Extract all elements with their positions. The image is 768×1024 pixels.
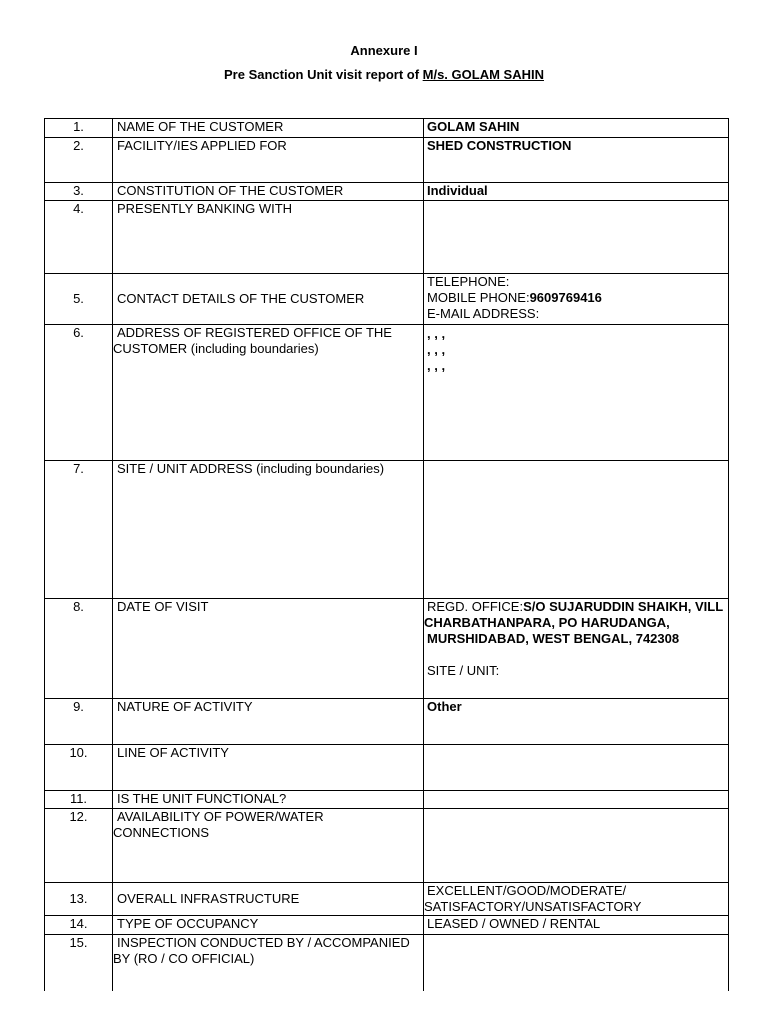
row-number: 7. xyxy=(45,461,113,599)
document-subtitle xyxy=(0,67,768,82)
constitution-value: Individual xyxy=(424,183,729,201)
mobile-line xyxy=(427,290,728,306)
occupancy-value: LEASED / OWNED / RENTAL xyxy=(424,916,729,935)
registered-address-value xyxy=(424,325,729,461)
value-line: SATISFACTORY/UNSATISFACTORY xyxy=(424,899,642,914)
label-line: ADDRESS OF REGISTERED OFFICE OF THE xyxy=(117,325,392,340)
customer-name-value: GOLAM SAHIN xyxy=(424,119,729,138)
table-row xyxy=(45,935,729,991)
table-row xyxy=(45,461,729,599)
table-row xyxy=(45,325,729,461)
row-label: NATURE OF ACTIVITY xyxy=(113,699,424,745)
row-label xyxy=(113,809,424,883)
row-number: 3. xyxy=(45,183,113,201)
table-row xyxy=(45,699,729,745)
row-number: 4. xyxy=(45,201,113,274)
contact-details-value xyxy=(424,274,729,325)
address-line: , , , xyxy=(427,342,446,357)
row-label: NAME OF THE CUSTOMER xyxy=(113,119,424,138)
label-line: CUSTOMER (including boundaries) xyxy=(113,341,319,356)
address-line: , , , xyxy=(427,326,446,341)
row-label xyxy=(113,935,424,991)
row-label: LINE OF ACTIVITY xyxy=(113,745,424,791)
visit-address-value xyxy=(424,599,729,699)
regd-office-value: MURSHIDABAD, WEST BENGAL, 742308 xyxy=(427,631,680,646)
row-number: 10. xyxy=(45,745,113,791)
nature-of-activity-value: Other xyxy=(424,699,729,745)
label-line: BY (RO / CO OFFICIAL) xyxy=(113,951,255,966)
row-label: SITE / UNIT ADDRESS (including boundaries) xyxy=(113,461,424,599)
table-row xyxy=(45,599,729,699)
row-label: TYPE OF OCCUPANCY xyxy=(113,916,424,935)
table-row xyxy=(45,916,729,935)
power-water-value xyxy=(424,809,729,883)
visit-report-table xyxy=(44,118,729,991)
table-row xyxy=(45,809,729,883)
row-number: 11. xyxy=(45,791,113,809)
email-label: E-MAIL ADDRESS: xyxy=(427,306,540,321)
row-number: 14. xyxy=(45,916,113,935)
row-label: FACILITY/IES APPLIED FOR xyxy=(113,138,424,183)
row-label: DATE OF VISIT xyxy=(113,599,424,699)
site-unit-label: SITE / UNIT: xyxy=(427,663,500,678)
telephone-label: TELEPHONE: xyxy=(427,274,510,289)
table-row xyxy=(45,183,729,201)
row-number: 15. xyxy=(45,935,113,991)
value-line: EXCELLENT/GOOD/MODERATE/ xyxy=(427,883,627,898)
document-title: Annexure I xyxy=(350,43,418,58)
label-line: AVAILABILITY OF POWER/WATER xyxy=(117,809,324,824)
row-label: PRESENTLY BANKING WITH xyxy=(113,201,424,274)
row-label xyxy=(113,325,424,461)
regd-office-value: CHARBATHANPARA, PO HARUDANGA, xyxy=(424,615,670,630)
banking-value xyxy=(424,201,729,274)
row-number: 9. xyxy=(45,699,113,745)
row-number: 12. xyxy=(45,809,113,883)
row-number: 1. xyxy=(45,119,113,138)
table-row xyxy=(45,201,729,274)
table-row xyxy=(45,274,729,325)
regd-office-value: S/O SUJARUDDIN SHAIKH, VILL xyxy=(523,599,724,614)
table-row xyxy=(45,745,729,791)
table-row xyxy=(45,119,729,138)
inspection-value xyxy=(424,935,729,991)
site-address-value xyxy=(424,461,729,599)
infrastructure-value xyxy=(424,883,729,916)
regd-office-label: REGD. OFFICE: xyxy=(427,599,524,614)
mobile-label: MOBILE PHONE: xyxy=(427,290,530,305)
row-label: OVERALL INFRASTRUCTURE xyxy=(113,883,424,916)
mobile-value: 9609769416 xyxy=(529,290,602,305)
subtitle-prefix: Pre Sanction Unit visit report of xyxy=(224,67,423,82)
row-number: 5. xyxy=(45,274,113,325)
facility-value: SHED CONSTRUCTION xyxy=(424,138,729,183)
table-row xyxy=(45,791,729,809)
regd-office-line xyxy=(424,599,728,615)
row-number: 8. xyxy=(45,599,113,699)
label-line: CONNECTIONS xyxy=(113,825,210,840)
row-label: IS THE UNIT FUNCTIONAL? xyxy=(113,791,424,809)
line-of-activity-value xyxy=(424,745,729,791)
row-label: CONSTITUTION OF THE CUSTOMER xyxy=(113,183,424,201)
row-label: CONTACT DETAILS OF THE CUSTOMER xyxy=(113,274,424,325)
row-number: 6. xyxy=(45,325,113,461)
row-number: 2. xyxy=(45,138,113,183)
customer-name-heading: M/s. GOLAM SAHIN xyxy=(422,67,544,82)
table-row xyxy=(45,138,729,183)
row-number: 13. xyxy=(45,883,113,916)
label-line: INSPECTION CONDUCTED BY / ACCOMPANIED xyxy=(117,935,410,950)
table-row xyxy=(45,883,729,916)
address-line: , , , xyxy=(427,358,446,373)
unit-functional-value xyxy=(424,791,729,809)
